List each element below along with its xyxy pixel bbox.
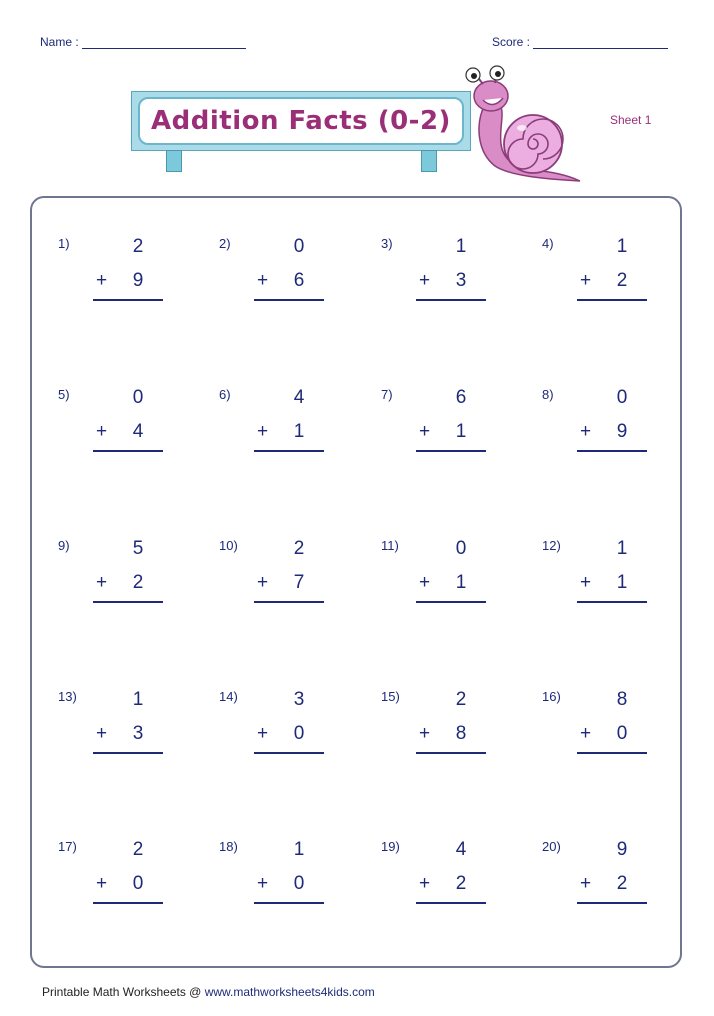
answer-line: [577, 902, 647, 904]
problem-bottom-addend: 1: [455, 421, 467, 442]
problem-top-addend: 0: [293, 236, 305, 257]
problem-number: 6): [219, 387, 231, 402]
problem-bottom-addend: 4: [132, 421, 144, 442]
answer-line: [416, 601, 486, 603]
problem-number: 5): [58, 387, 70, 402]
problem-operator: +: [257, 270, 269, 291]
problem-top-addend: 4: [455, 839, 467, 860]
problem-operator: +: [257, 572, 269, 593]
problem-3: [381, 236, 501, 306]
problem-bottom-addend: 9: [616, 421, 628, 442]
problem-top-addend: 1: [616, 236, 628, 257]
problem-16: [542, 689, 662, 759]
answer-line: [254, 601, 324, 603]
problem-number: 7): [381, 387, 393, 402]
problem-bottom-addend: 9: [132, 270, 144, 291]
answer-line: [93, 450, 163, 452]
problem-top-addend: 5: [132, 538, 144, 559]
problem-number: 3): [381, 236, 393, 251]
answer-line: [93, 902, 163, 904]
footer-prefix: Printable Math Worksheets @: [42, 985, 205, 999]
answer-line: [416, 902, 486, 904]
problem-15: [381, 689, 501, 759]
problem-bottom-addend: 7: [293, 572, 305, 593]
problem-number: 1): [58, 236, 70, 251]
problems-panel: [30, 196, 682, 968]
answer-line: [577, 752, 647, 754]
problem-bottom-addend: 1: [616, 572, 628, 593]
title-banner-board: [138, 97, 464, 145]
answer-line: [254, 902, 324, 904]
problem-9: [58, 538, 178, 608]
problem-7: [381, 387, 501, 457]
problem-top-addend: 3: [293, 689, 305, 710]
problem-operator: +: [419, 723, 431, 744]
problem-operator: +: [96, 873, 108, 894]
problem-12: [542, 538, 662, 608]
problem-number: 20): [542, 839, 561, 854]
problem-top-addend: 2: [132, 236, 144, 257]
answer-line: [93, 601, 163, 603]
answer-line: [254, 450, 324, 452]
problem-bottom-addend: 1: [455, 572, 467, 593]
problem-2: [219, 236, 339, 306]
score-field: [492, 34, 668, 49]
problem-bottom-addend: 3: [132, 723, 144, 744]
problem-number: 2): [219, 236, 231, 251]
title-banner: [131, 91, 471, 151]
problem-top-addend: 9: [616, 839, 628, 860]
problem-bottom-addend: 6: [293, 270, 305, 291]
problem-1: [58, 236, 178, 306]
problem-top-addend: 1: [455, 236, 467, 257]
problem-number: 12): [542, 538, 561, 553]
problem-4: [542, 236, 662, 306]
problem-number: 17): [58, 839, 77, 854]
problem-bottom-addend: 0: [293, 723, 305, 744]
problem-operator: +: [96, 723, 108, 744]
problem-bottom-addend: 2: [616, 270, 628, 291]
problem-bottom-addend: 2: [616, 873, 628, 894]
problem-number: 8): [542, 387, 554, 402]
problem-operator: +: [257, 723, 269, 744]
problem-5: [58, 387, 178, 457]
answer-line: [254, 299, 324, 301]
worksheet-title: Addition Facts (0-2): [151, 106, 451, 136]
problem-number: 16): [542, 689, 561, 704]
problem-bottom-addend: 0: [293, 873, 305, 894]
problem-20: [542, 839, 662, 909]
problem-bottom-addend: 3: [455, 270, 467, 291]
problem-operator: +: [580, 723, 592, 744]
problem-top-addend: 2: [293, 538, 305, 559]
problem-top-addend: 8: [616, 689, 628, 710]
problem-17: [58, 839, 178, 909]
snail-mascot-icon: [455, 64, 585, 186]
name-field: [40, 34, 246, 49]
problem-bottom-addend: 8: [455, 723, 467, 744]
problem-number: 14): [219, 689, 238, 704]
footer: [42, 985, 375, 999]
problem-number: 13): [58, 689, 77, 704]
problem-operator: +: [580, 873, 592, 894]
answer-line: [577, 299, 647, 301]
sheet-label: Sheet 1: [610, 113, 652, 127]
problem-operator: +: [580, 421, 592, 442]
problem-14: [219, 689, 339, 759]
problem-number: 19): [381, 839, 400, 854]
answer-line: [416, 299, 486, 301]
problem-top-addend: 1: [293, 839, 305, 860]
problem-top-addend: 6: [455, 387, 467, 408]
problem-10: [219, 538, 339, 608]
footer-url-link[interactable]: www.mathworksheets4kids.com: [204, 985, 375, 999]
banner-leg-right: [421, 150, 437, 172]
problem-operator: +: [580, 572, 592, 593]
answer-line: [577, 601, 647, 603]
problem-operator: +: [580, 270, 592, 291]
problem-top-addend: 1: [132, 689, 144, 710]
problem-bottom-addend: 1: [293, 421, 305, 442]
name-blank-line: [82, 34, 246, 49]
problem-11: [381, 538, 501, 608]
problem-bottom-addend: 0: [616, 723, 628, 744]
problem-number: 4): [542, 236, 554, 251]
problem-operator: +: [419, 572, 431, 593]
problem-18: [219, 839, 339, 909]
problem-13: [58, 689, 178, 759]
problem-top-addend: 1: [616, 538, 628, 559]
problem-bottom-addend: 2: [132, 572, 144, 593]
answer-line: [416, 752, 486, 754]
problem-top-addend: 0: [455, 538, 467, 559]
answer-line: [93, 752, 163, 754]
problem-operator: +: [257, 873, 269, 894]
problem-top-addend: 0: [616, 387, 628, 408]
problem-6: [219, 387, 339, 457]
answer-line: [93, 299, 163, 301]
answer-line: [416, 450, 486, 452]
problem-bottom-addend: 2: [455, 873, 467, 894]
problem-operator: +: [96, 572, 108, 593]
problem-top-addend: 0: [132, 387, 144, 408]
score-blank-line: [533, 34, 668, 49]
problem-number: 18): [219, 839, 238, 854]
problem-operator: +: [96, 270, 108, 291]
banner-leg-left: [166, 150, 182, 172]
problem-operator: +: [257, 421, 269, 442]
name-label: Name :: [40, 35, 79, 49]
problem-operator: +: [419, 270, 431, 291]
problem-19: [381, 839, 501, 909]
problem-bottom-addend: 0: [132, 873, 144, 894]
problem-number: 15): [381, 689, 400, 704]
problem-top-addend: 4: [293, 387, 305, 408]
problem-number: 11): [381, 538, 399, 553]
answer-line: [254, 752, 324, 754]
problem-top-addend: 2: [455, 689, 467, 710]
problem-8: [542, 387, 662, 457]
score-label: Score :: [492, 35, 531, 49]
answer-line: [577, 450, 647, 452]
problem-top-addend: 2: [132, 839, 144, 860]
problem-number: 10): [219, 538, 238, 553]
problem-operator: +: [419, 421, 431, 442]
problem-operator: +: [419, 873, 431, 894]
problem-operator: +: [96, 421, 108, 442]
problem-number: 9): [58, 538, 70, 553]
